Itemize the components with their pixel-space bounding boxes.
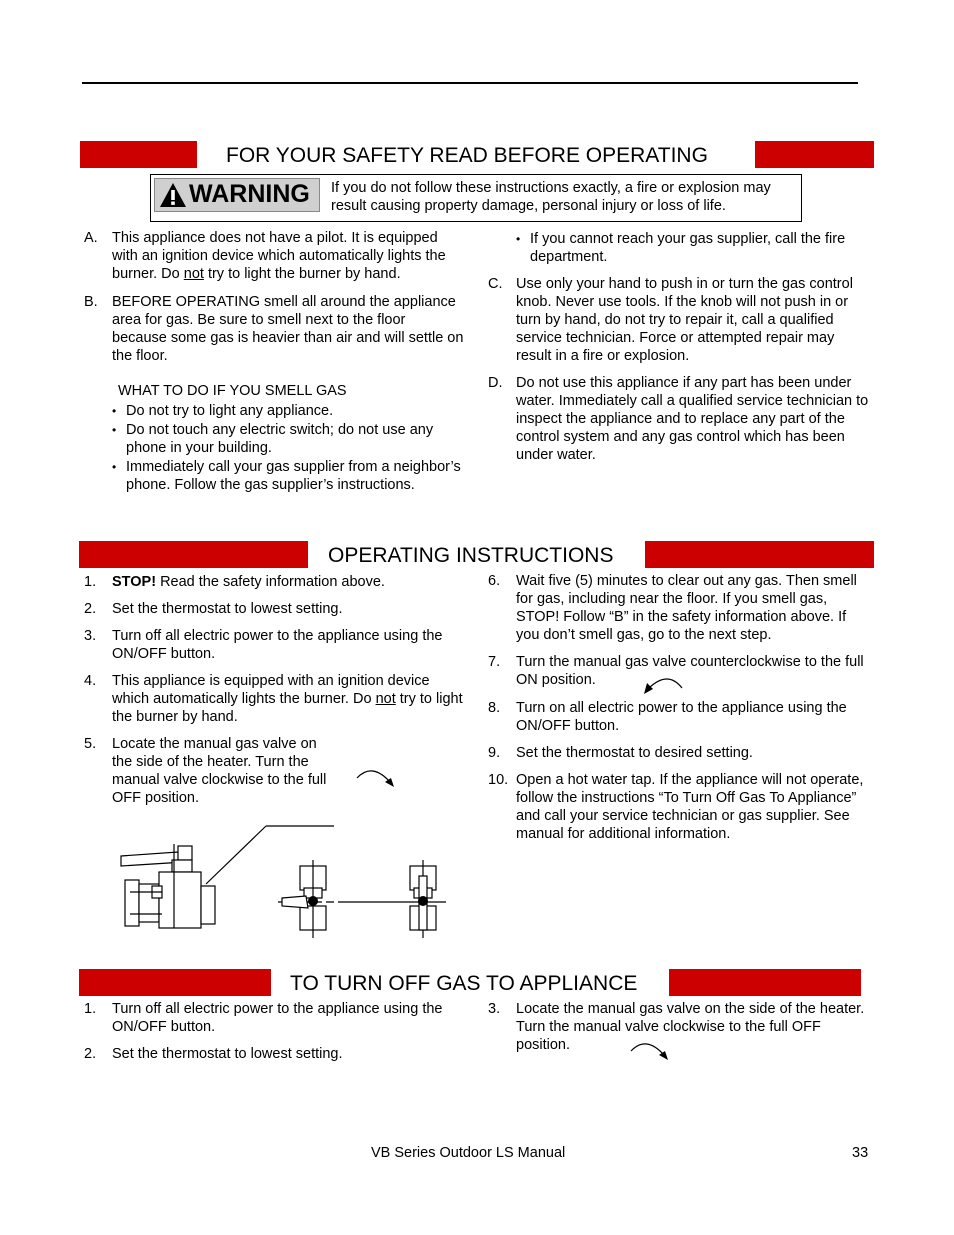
turnoff-title: TO TURN OFF GAS TO APPLIANCE — [290, 972, 638, 995]
operating-step-2: 2. Set the thermostat to lowest setting. — [84, 601, 343, 617]
safety-item-a: A. This appliance does not have a pilot. It is equipped with an ignition device which automatically lights the burner. Do not try to light the burner by hand. — [84, 230, 446, 282]
page-number: 33 — [852, 1145, 869, 1161]
safety-item-d: D. Do not use this appliance if any part has been under water. Immediately call a qualified service technician to inspect the appliance and to replace any part of the control system and any gas control which has been under water. — [488, 375, 869, 463]
operating-step-7: 7. Turn the manual gas valve counterclockwise to the full ON position. — [488, 654, 864, 688]
section-bar-left — [80, 141, 197, 168]
list-item: • If you cannot reach your gas supplier, call the fire department. — [516, 230, 872, 266]
smell-heading: WHAT TO DO IF YOU SMELL GAS — [118, 383, 347, 399]
operating-step-8: 8. Turn on all electric power to the appliance using the ON/OFF button. — [488, 700, 847, 734]
section-bar-right — [755, 141, 874, 168]
operating-left-column — [84, 573, 464, 816]
turnoff-right-column — [488, 1000, 872, 1063]
safety-item-c: C. Use only your hand to push in or turn the gas control knob. Never use tools. If the knob will not push in or turn by hand, do not try to repair it, call a qualified service technician. Force or attempted repair may result in a fire or explosion. — [488, 276, 853, 364]
operating-step-4: 4. This appliance is equipped with an ignition device which automatically lights the burner. Do not try to light the burner by hand. — [84, 673, 463, 725]
footer-manual-title: VB Series Outdoor LS Manual — [371, 1145, 566, 1161]
turnoff-step-1: 1. Turn off all electric power to the appliance using the ON/OFF button. — [84, 1001, 443, 1035]
operating-right-column — [488, 572, 872, 852]
warning-word: WARNING — [189, 180, 310, 208]
list-item: • Do not touch any electric switch; do not use any phone in your building. — [112, 421, 464, 457]
header-rule — [82, 82, 858, 84]
list-item: • Immediately call your gas supplier from a neighbor’s phone. Follow the gas supplier’s instructions. — [112, 458, 464, 494]
turnoff-left-column — [84, 1000, 464, 1072]
operating-step-1: 1. STOP! Read the safety information above. — [84, 574, 385, 590]
safety-item-b: B. BEFORE OPERATING smell all around the appliance area for gas. Be sure to smell next to the floor because some gas is heavier than air and will settle on the floor. — [84, 294, 464, 364]
operating-step-9: 9. Set the thermostat to desired setting. — [488, 745, 753, 761]
operating-title: OPERATING INSTRUCTIONS — [328, 544, 614, 567]
operating-step-10: 10. Open a hot water tap. If the appliance will not operate, follow the instructions “To Turn Off Gas To Appliance” and call your service technician or gas supplier. See manual for additional information. — [488, 772, 864, 842]
section-bar-left — [79, 969, 271, 996]
section-bar-left — [79, 541, 308, 568]
operating-step-5: 5. Locate the manual gas valve on the side of the heater. Turn the manual valve clockwise to the full OFF position. — [84, 736, 327, 806]
gas-valve-illustration — [112, 822, 452, 942]
operating-step-3: 3. Turn off all electric power to the appliance using the ON/OFF button. — [84, 628, 443, 662]
warning-label — [154, 178, 320, 212]
counterclockwise-arrow-icon — [640, 674, 686, 696]
safety-left-column — [84, 229, 464, 494]
turnoff-step-2: 2. Set the thermostat to lowest setting. — [84, 1046, 343, 1062]
list-item: • Do not try to light any appliance. — [112, 402, 464, 420]
smell-bullet-list — [84, 402, 464, 494]
section-bar-right — [669, 969, 861, 996]
warning-box — [150, 174, 802, 222]
warning-text: If you do not follow these instructions exactly, a fire or explosion may result causing property damage, personal injury or loss of life. — [331, 180, 771, 214]
warning-triangle-icon — [159, 182, 187, 208]
safety-title: FOR YOUR SAFETY READ BEFORE OPERATING — [226, 144, 708, 167]
turnoff-step-3: 3. Locate the manual gas valve on the side of the heater. Turn the manual valve clockwise to the full OFF position. — [488, 1001, 865, 1053]
clockwise-arrow-icon — [628, 1039, 672, 1061]
operating-step-6: 6. Wait five (5) minutes to clear out any gas. Then smell for gas, including near the floor. If you smell gas, STOP! Follow “B” in the safety information above. If you don’t smell gas, go to the next step. — [488, 573, 857, 643]
clockwise-arrow-icon — [354, 766, 398, 788]
safety-right-column — [488, 230, 872, 473]
section-bar-right — [645, 541, 874, 568]
